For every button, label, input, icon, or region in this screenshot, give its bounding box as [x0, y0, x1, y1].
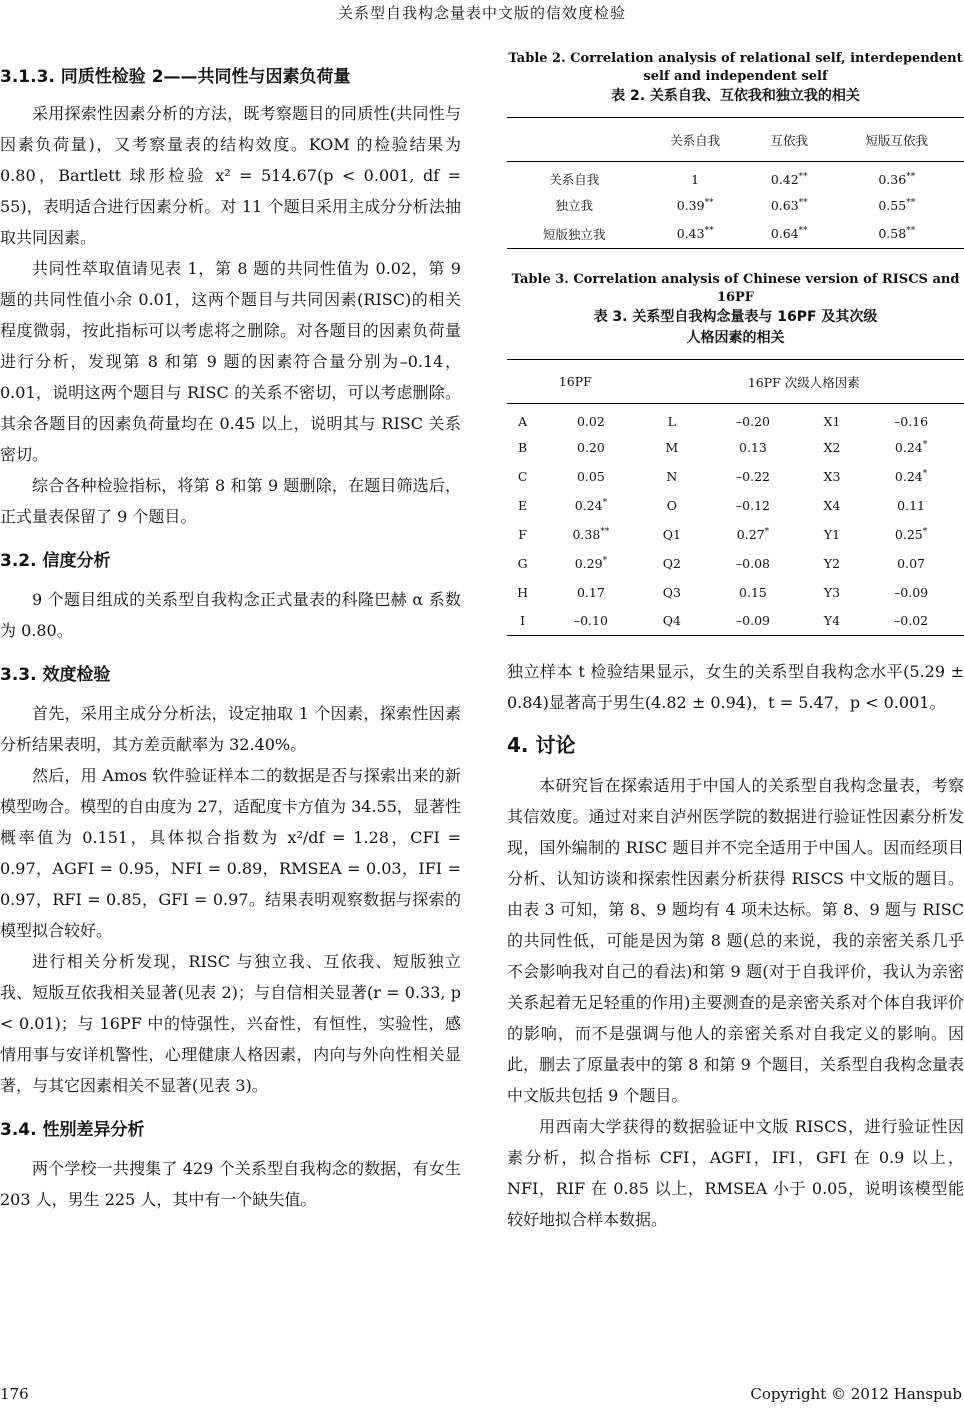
- table-cell: Y4: [806, 607, 858, 636]
- table-2-header: 互依我: [749, 118, 830, 162]
- table-3-caption-zh: 人格因素的相关: [686, 330, 785, 346]
- paragraph: 独立样本 t 检验结果显示，女生的关系型自我构念水平(5.29 ± 0.84)显著高于男生(4.82 ± 0.94)，t = 5.47，p < 0.001。: [507, 662, 964, 712]
- page-number: 176: [0, 1385, 29, 1403]
- paragraph: 9 个题目组成的关系型自我构念正式量表的科隆巴赫 α 系数为 0.80。: [0, 590, 461, 640]
- table-3-header: 16PF: [507, 360, 644, 404]
- table-cell: X4: [823, 497, 841, 513]
- table-cell: Q3: [662, 584, 681, 600]
- table-row: [507, 491, 964, 520]
- paragraph: 然后，用 Amos 软件验证样本二的数据是否与探索出来的新模型吻合。模型的自由度为 27，适配度卡方值为 34.55，显著性概率值为 0.151，具体拟合指数为 x²/df = 1.28，CFI = 0.97，AGFI = 0.95，NFI = 0.89，RMSEA = 0.03，IFI = 0.97，RFI = 0.85，GFI = 0.97。结果表明观察数据与探索的模型拟合较好。: [0, 766, 461, 940]
- table-cell: Y2: [823, 555, 841, 571]
- table-cell: X1: [823, 413, 841, 429]
- paragraph: 进行相关分析发现，RISC 与独立我、互依我、短版独立我、短版互依我相关显著(见表 2)；与自信相关显著(r = 0.33, p < 0.01)；与 16PF 中的恃强性，兴奋性，有恒性，实验性，感情用事与安详机警性，心理健康人格因素，内向与外向性相关显著，与其它因素相关不显著(见表 3)。: [0, 952, 461, 1095]
- section-heading-3-4: 3.4. 性别差异分析: [0, 1120, 145, 1140]
- table-cell: F: [518, 526, 527, 542]
- table-cell: 0.20: [576, 439, 605, 455]
- paragraph: 两个学校一共搜集了 429 个关系型自我构念的数据，有女生 203 人，男生 225 人，其中有一个缺失值。: [0, 1159, 461, 1209]
- table-cell: A: [518, 413, 528, 429]
- table-cell: 0.24*: [894, 439, 928, 455]
- table-cell: 0.39**: [676, 197, 714, 213]
- table-cell: –0.10: [538, 607, 643, 636]
- table-cell: 0.36**: [878, 171, 916, 187]
- table-2-header: 关系自我: [641, 118, 749, 162]
- table-cell: 0.58**: [830, 220, 964, 249]
- table-cell: Y3: [823, 584, 841, 600]
- paragraph: 共同性萃取值请见表 1，第 8 题的共同性值为 0.02，第 9 题的共同性值小余 0.01，这两个题目与共同因素(RISC)的相关程度微弱，按此指标可以考虑将之删除。对各题目的因素负荷量进行分析，发现第 8 和第 9 题的因素符合量分别为–0.14，0.01，说明这两个题目与 RISC 的关系不密切，可以考虑删除。其余各题目的因素负荷量均在 0.45 以上，说明其与 RISC 关系密切。: [0, 259, 461, 464]
- copyright: Copyright © 2012 Hanspub: [750, 1385, 962, 1403]
- table-2-block: [507, 50, 964, 249]
- table-cell: H: [517, 584, 529, 600]
- section-heading-3-2: 3.2. 信度分析: [0, 551, 111, 571]
- table-cell: 0.63**: [770, 197, 808, 213]
- table-cell: 0.25*: [894, 526, 928, 542]
- table-row: [507, 220, 964, 249]
- table-2-caption-zh: 表 2. 关系自我、互依我和独立我的相关: [611, 88, 860, 104]
- table-cell: –0.02: [858, 607, 964, 636]
- table-cell: 0.38**: [572, 526, 610, 542]
- table-3-caption-en: Table 3. Correlation analysis of Chinese version of RISCS and 16PF: [511, 272, 960, 305]
- table-cell: –0.16: [894, 413, 929, 429]
- table-cell: 0.02: [576, 413, 605, 429]
- table-2-header: 短版互依我: [830, 118, 964, 162]
- table-cell: 0.13: [739, 439, 767, 455]
- table-cell: 短版独立我: [507, 220, 641, 249]
- table-2-header: [507, 118, 641, 162]
- table-cell: –0.12: [735, 497, 770, 513]
- table-cell: Q1: [662, 526, 681, 542]
- table-cell: 0.11: [897, 497, 925, 513]
- table-2-caption-en: Table 2. Correlation analysis of relational self, interdependent self and independent self: [508, 51, 963, 84]
- table-cell: C: [517, 468, 528, 484]
- table-cell: Q4: [644, 607, 700, 636]
- section-heading-4: 4. 讨论: [507, 733, 576, 757]
- table-cell: 1: [691, 171, 700, 187]
- paragraph: 综合各种检验指标，将第 8 和第 9 题删除，在题目筛选后，正式量表保留了 9 个题目。: [0, 476, 461, 526]
- table-cell: 0.24*: [574, 497, 608, 513]
- table-row: [507, 549, 964, 578]
- table-cell: 0.07: [897, 555, 925, 571]
- table-cell: N: [666, 468, 678, 484]
- table-cell: X3: [823, 468, 841, 484]
- table-cell: –0.09: [894, 584, 929, 600]
- table-row: [507, 520, 964, 549]
- table-cell: 0.55**: [878, 197, 916, 213]
- table-3: [507, 359, 964, 636]
- left-column: [0, 50, 461, 1215]
- table-cell: 0.64**: [749, 220, 830, 249]
- table-cell: I: [507, 607, 538, 636]
- table-cell: Y1: [823, 526, 841, 542]
- table-cell: 0.43**: [641, 220, 749, 249]
- table-cell: 独立我: [555, 198, 593, 213]
- table-row: [507, 162, 964, 191]
- table-row: [507, 404, 964, 433]
- table-3-block: [507, 271, 964, 636]
- paragraph: 用西南大学获得的数据验证中文版 RISCS，进行验证性因素分析，拟合指标 CFI，AGFI，IFI，GFI 在 0.9 以上，NFI，RIF 在 0.85 以上，RMSEA 小于 0.05，说明该模型能较好地拟合样本数据。: [507, 1117, 964, 1229]
- table-2: [507, 117, 964, 249]
- table-cell: 0.27*: [736, 526, 770, 542]
- table-cell: 关系自我: [549, 172, 600, 188]
- table-cell: M: [665, 439, 679, 455]
- paragraph: 首先，采用主成分分析法，设定抽取 1 个因素，探索性因素分析结果表明，其方差贡献率为 32.40%。: [0, 704, 461, 754]
- table-row: [507, 607, 964, 636]
- table-cell: X2: [823, 439, 841, 455]
- table-cell: B: [518, 439, 528, 455]
- table-cell: G: [517, 555, 528, 571]
- right-column: [507, 50, 964, 1235]
- table-cell: 0.15: [739, 584, 767, 600]
- table-cell: –0.22: [735, 468, 770, 484]
- section-heading-3-3: 3.3. 效度检验: [0, 665, 111, 685]
- table-cell: O: [666, 497, 677, 513]
- table-row: [507, 578, 964, 607]
- table-cell: 0.29*: [574, 555, 608, 571]
- paragraph: 采用探索性因素分析的方法，既考察题目的同质性(共同性与因素负荷量)，又考察量表的结构效度。KOM 的检验结果为 0.80，Bartlett 球形检验 x² = 514.67(p < 0.001, df = 55)，表明适合进行因素分析。对 11 个题目采用主成分分析法抽取共同因素。: [0, 104, 461, 247]
- table-cell: –0.20: [735, 413, 770, 429]
- table-row: [507, 462, 964, 491]
- section-heading-3-1-3: 3.1.3. 同质性检验 2——共同性与因素负荷量: [0, 67, 351, 87]
- table-cell: 0.17: [576, 584, 605, 600]
- table-cell: Q2: [662, 555, 681, 571]
- table-cell: L: [667, 413, 676, 429]
- table-cell: E: [518, 497, 528, 513]
- running-header: 关系型自我构念量表中文版的信效度检验: [337, 4, 626, 22]
- table-row: [507, 433, 964, 462]
- table-cell: 0.42**: [770, 171, 808, 187]
- table-cell: 0.24*: [894, 468, 928, 484]
- table-cell: –0.09: [700, 607, 806, 636]
- table-row: [507, 191, 964, 220]
- table-3-caption-zh: 表 3. 关系型自我构念量表与 16PF 及其次级: [593, 309, 878, 325]
- table-cell: 0.05: [576, 468, 605, 484]
- paragraph: 本研究旨在探索适用于中国人的关系型自我构念量表，考察其信效度。通过对来自泸州医学院的数据进行验证性因素分析发现，国外编制的 RISC 题目并不完全适用于中国人。因而经项目分析、认知访谈和探索性因素分析获得 RISCS 中文版的题目。由表 3 可知，第 8、9 题均有 4 项未达标。第 8、9 题与 RISC 的共同性低，可能是因为第 8 题(总的来说，我的亲密关系几乎不会影响我对自己的看法)和第 9 题(对于自我评价，我认为亲密关系起着无足轻重的作用)主要测查的是亲密关系对个体自我评价的影响，而不是强调与他人的亲密关系对自我定义的影响。因此，删去了原量表中的第 8 和第 9 个题目，关系型自我构念量表中文版共包括 9 个题目。: [507, 776, 964, 1105]
- table-3-body: [507, 404, 964, 636]
- table-3-header: 16PF 次级人格因素: [644, 360, 964, 404]
- table-cell: –0.08: [735, 555, 770, 571]
